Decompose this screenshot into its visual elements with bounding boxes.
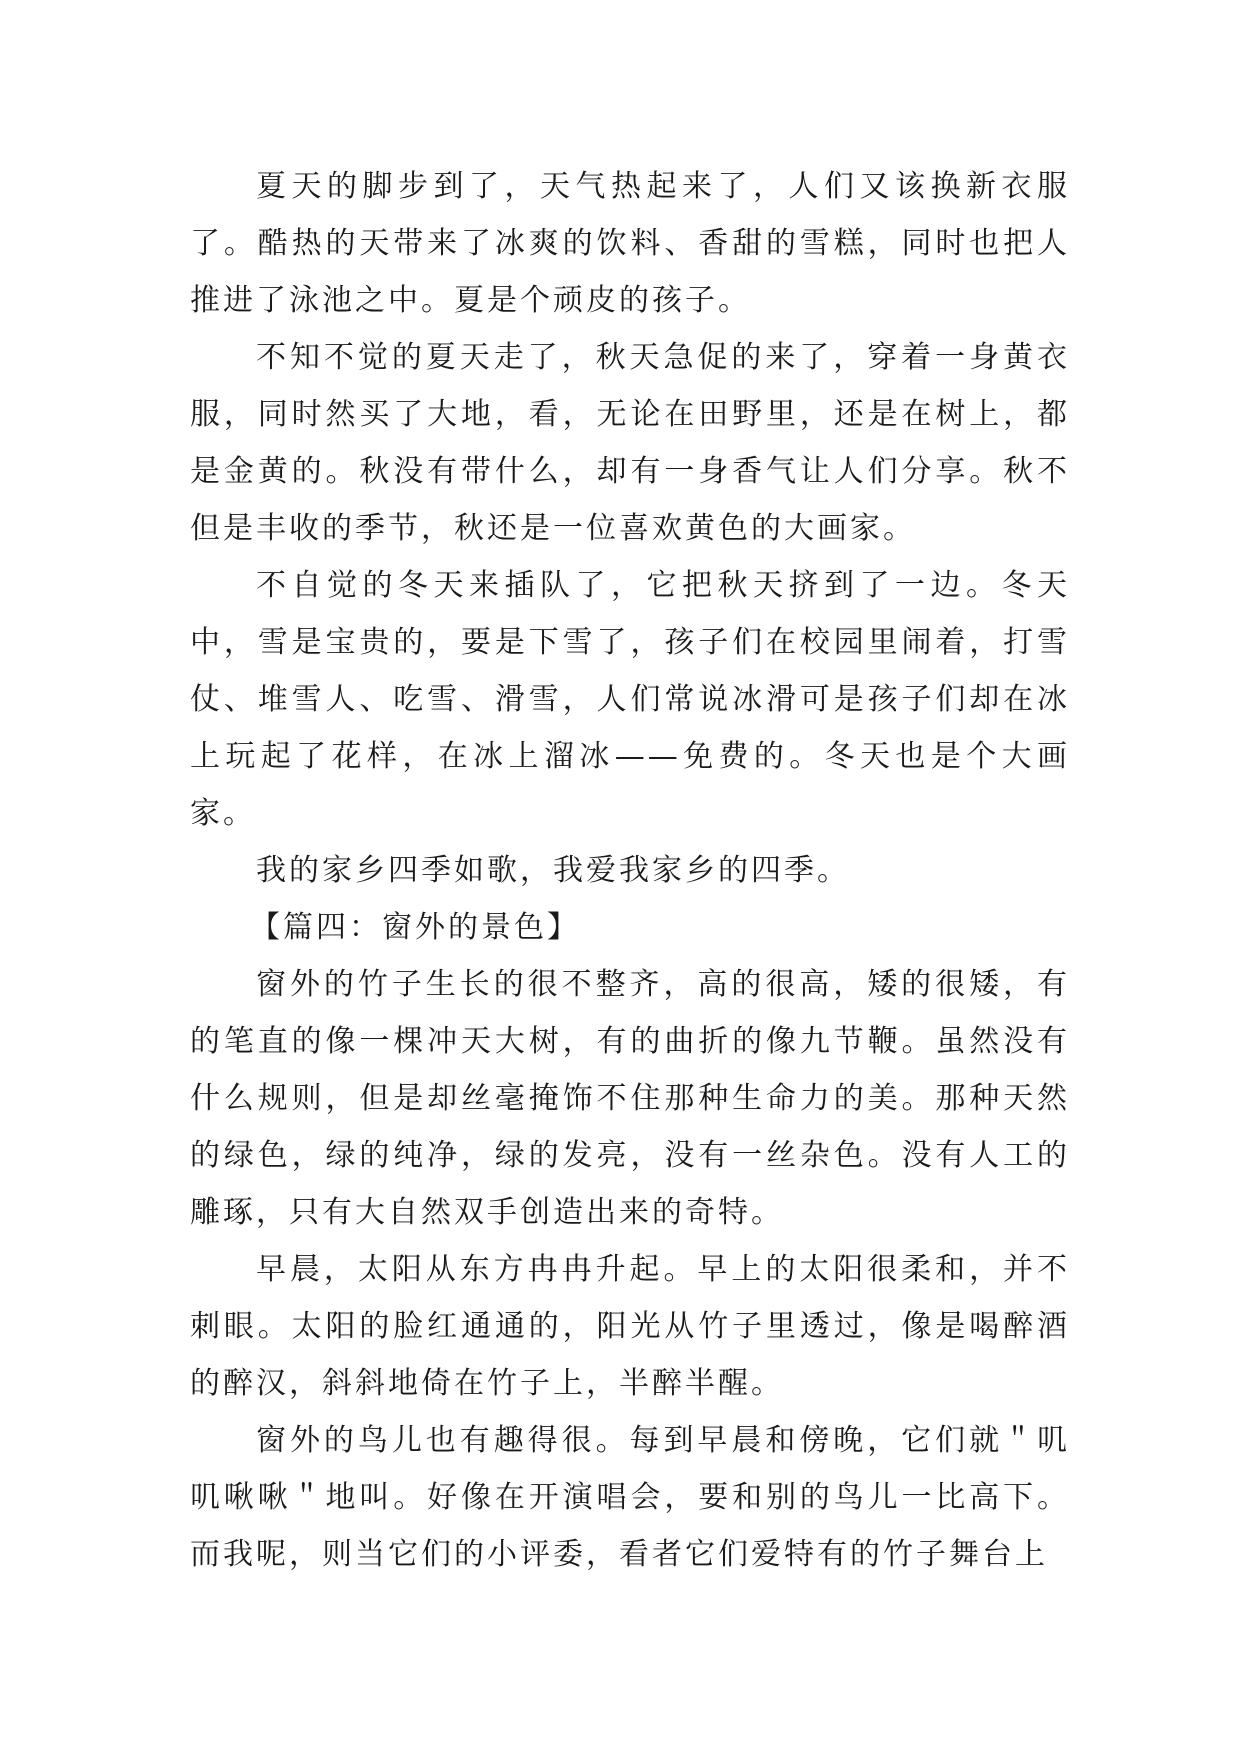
paragraph-autumn: 不知不觉的夏天走了，秋天急促的来了，穿着一身黄衣服，同时然买了大地，看，无论在田野里，还是在树上，都是金黄的。秋没有带什么，却有一身香气让人们分享。秋不但是丰收的季节，秋还是一位喜欢黄色的大画家。 [190, 340, 1070, 546]
paragraph-winter: 不自觉的冬天来插队了，它把秋天挤到了一边。冬天中，雪是宝贵的，要是下雪了，孩子们在校园里闹着，打雪仗、堆雪人、吃雪、滑雪，人们常说冰滑可是孩子们却在冰上玩起了花样，在冰上溜冰——免费的。冬天也是个大画家。 [190, 568, 1070, 831]
document-body [190, 158, 1070, 1583]
paragraph-summer: 夏天的脚步到了，天气热起来了，人们又该换新衣服了。酷热的天带来了冰爽的饮料、香甜的雪糕，同时也把人推进了泳池之中。夏是个顽皮的孩子。 [190, 169, 1070, 318]
section-heading: 【篇四：窗外的景色】 [250, 910, 580, 945]
paragraph-morning: 早晨，太阳从东方冉冉升起。早上的太阳很柔和，并不刺眼。太阳的脸红通通的，阳光从竹子里透过，像是喝醉酒的醉汉，斜斜地倚在竹子上，半醉半醒。 [190, 1252, 1070, 1401]
paragraph-conclusion: 我的家乡四季如歌，我爱我家乡的四季。 [256, 853, 850, 888]
paragraph-bamboo: 窗外的竹子生长的很不整齐，高的很高，矮的很矮，有的笔直的像一棵冲天大树，有的曲折的像九节鞭。虽然没有什么规则，但是却丝毫掩饰不住那种生命力的美。那种天然的绿色，绿的纯净，绿的发亮，没有一丝杂色。没有人工的雕琢，只有大自然双手创造出来的奇特。 [190, 967, 1070, 1230]
paragraph-birds: 窗外的鸟儿也有趣得很。每到早晨和傍晚，它们就＂叽叽啾啾＂地叫。好像在开演唱会，要和别的鸟儿一比高下。而我呢，则当它们的小评委，看者它们爱特有的竹子舞台上 [190, 1423, 1070, 1572]
